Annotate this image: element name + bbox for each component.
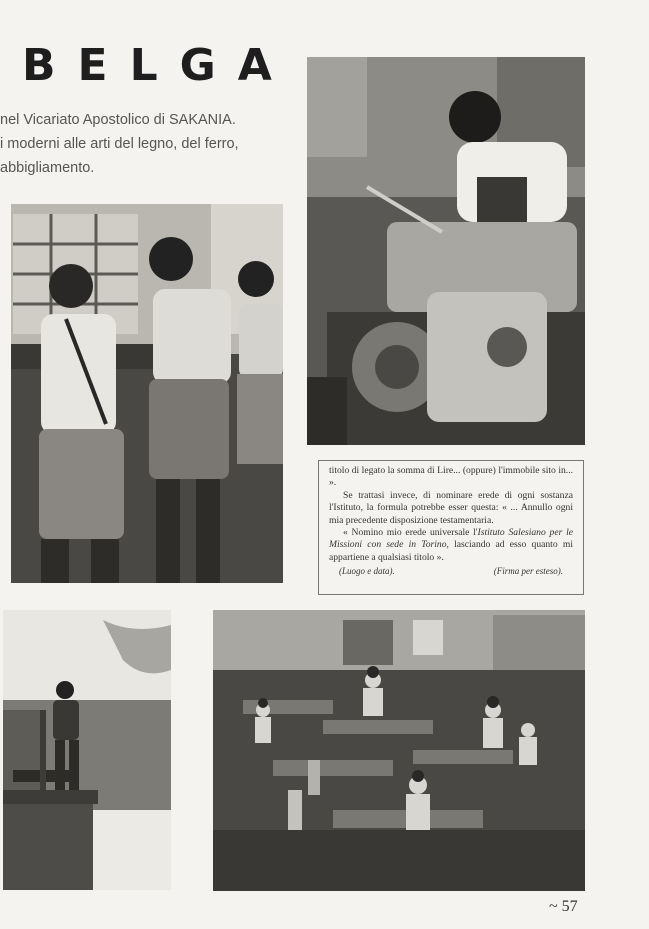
caption-paragraph bbox=[329, 527, 573, 564]
caption-paragraph: titolo di legato la somma di Lire... (oppure) l'immobile sito in... ». bbox=[329, 465, 573, 489]
caption-institute-name: Istituto Salesiano per le Missioni con sede in Torino, bbox=[329, 527, 573, 551]
caption-paragraph: Se trattasi invece, di nominare erede di ogni sostanza l'Istituto, la formula potrebbe esser questa: « ... Annullo ogni mia precedente disposizione testamentaria. bbox=[329, 489, 573, 526]
caption-text: « Nomino mio erede universale l' bbox=[343, 527, 478, 539]
intro-line: i moderni alle arti del legno, del ferro, bbox=[0, 136, 239, 152]
photo-boys-workbench bbox=[11, 204, 283, 583]
caption-sig-left: (Luogo e data). bbox=[339, 566, 395, 577]
photo-boy-at-machine bbox=[307, 57, 585, 445]
page-title: BELGA bbox=[22, 40, 294, 91]
photo-large-workshop bbox=[213, 610, 585, 891]
caption-text: lasciando ad esso quanto mi appartiene a qualsiasi titolo ». bbox=[329, 539, 573, 563]
intro-line: abbigliamento. bbox=[0, 160, 95, 176]
intro-text bbox=[0, 108, 300, 180]
photo-outdoor-forge bbox=[3, 610, 171, 890]
caption-box bbox=[318, 460, 584, 595]
caption-signature bbox=[329, 565, 573, 577]
intro-line: nel Vicariato Apostolico di SAKANIA. bbox=[0, 112, 236, 128]
page-number: ~ 57 bbox=[549, 898, 578, 915]
caption-sig-right: (Firma per esteso). bbox=[493, 566, 563, 577]
